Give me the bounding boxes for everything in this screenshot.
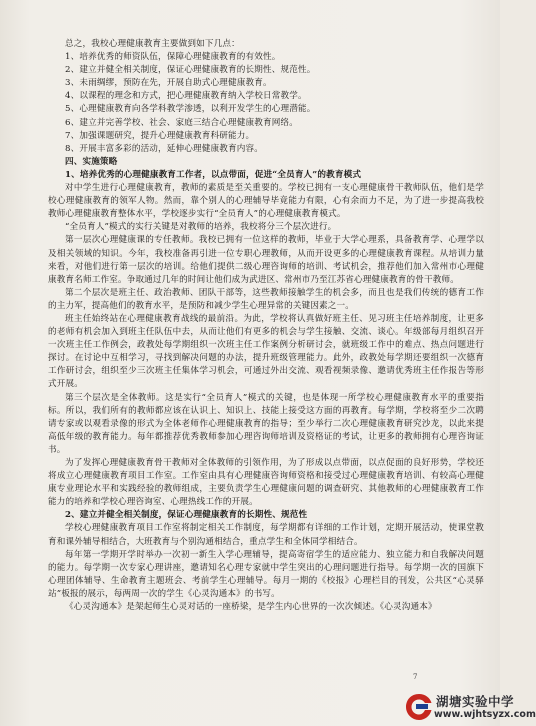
- summary-item: 3、未雨绸缪，预防在先，开展自助式心理健康教育。: [65, 78, 272, 89]
- school-logo-icon: [404, 692, 434, 722]
- body-paragraph: 对中学生进行心理健康教育，教师的素质是至关重要的。学校已拥有一支心理健康骨干教师队伍，他们是学校心理健康教育的领军人物。然而，靠个别人的心理辅导毕竟能力有限，心有余而力不足，为了进一步提高我校教师心理健康教育整体水平，学校逐步实行“全员育人”的心理健康教育模式。: [48, 183, 484, 220]
- summary-item: 4、以课程的理念和方式，把心理健康教育纳入学校日常教学。: [65, 91, 307, 102]
- body-paragraph: 为了发挥心理健康教育骨干教师对全体教师的引领作用，为了形成以点带面，以点促面的良好形势，学校还将成立心理健康教育项目工作室。工作室由具有心理健康咨询师资格和接受过心理健康教育培训、有较高心理健康专业理论水平和实践经验的教师组成，主要负责学生心理健康问题的调查研究、其他教师的心理健康教育工作能力的培养和学校心理咨询室、心理热线工作的开展。: [48, 458, 484, 508]
- page-number: 7: [413, 673, 418, 681]
- document-body: [48, 38, 484, 614]
- summary-item: 2、建立并健全相关制度，保证心理健康教育的长期性、规范性。: [65, 65, 316, 76]
- summary-item: 8、开展丰富多彩的活动，延伸心理健康教育内容。: [65, 143, 263, 154]
- watermark-url: www.wjhtsyzx.com: [434, 709, 536, 720]
- watermark-school-name: 湖塘实验中学: [436, 694, 515, 709]
- subsection-heading: 1、培养优秀的心理健康教育工作者，以点带面，促进“全员育人”的教育模式: [65, 169, 362, 180]
- summary-intro: 总之，我校心理健康教育主要做到如下几点：: [65, 39, 240, 49]
- section-heading: 四、实施策略: [65, 156, 118, 167]
- body-paragraph: 第一层次心理健康课的专任教师。我校已拥有一位这样的教师，毕业于大学心理系，具备教育学、心理学以及相关领域的知识。今年，我校准备再引进一位专职心理教师，从而开设更多的心理健康教育课程。从培训力量来看，对他们进行第一层次的培训。给他们提供二级心理咨询师的培训、考试机会，推荐他们加入常州市心理健康教育名师工作室。争取通过几年的时间让他们成为武进区、常州市乃至江苏省心理健康教育的骨干教师。: [48, 235, 484, 285]
- summary-item: 5、心理健康教育向各学科教学渗透，以利开发学生的心理潜能。: [65, 104, 316, 115]
- body-paragraph: 学校心理健康教育项目工作室将制定相关工作制度，每学期都有详细的工作计划，定期开展活动，使课堂教育和课外辅导相结合，大班教育与个别沟通相结合，重点学生和全体同学相结合。: [48, 523, 484, 547]
- summary-item: 1、培养优秀的师资队伍，保障心理健康教育的有效性。: [65, 52, 281, 63]
- body-paragraph: 班主任始终站在心理健康教育战线的最前沿。为此，学校将认真做好班主任、见习班主任培养制度，让更多的老师有机会加入到班主任队伍中去，从而让他们有更多的机会与学生接触、交流、谈心。年级部每月组织召开一次班主任工作例会，政教处每学期组织一次班主任工作案例分析研讨会，就班级工作中的难点、热点问题进行探讨。在讨论中互相学习，寻找到解决问题的办法，提升班级管理能力。此外，政教处每学期还要组织一次德育工作研讨会，组织至少三次班主任集体学习机会，可通过外出交流、观看视频录像、邀请优秀班主任作报告等形式开展。: [48, 313, 484, 390]
- body-paragraph: 每年第一学期开学时举办一次初一新生入学心理辅导，提高寄宿学生的适应能力、独立能力和自我解决问题的能力。每学期一次专家心理讲座，邀请知名心理专家就中学生突出的心理问题进行指导。每学期一次的国旗下心理团体辅导、生命教育主题班会、考前学生心理辅导。每月一期的《校报》心理栏目的刊发，公共区“心灵驿站”板报的展示，每两周一次的学生《心灵沟通本》的书写。: [48, 549, 484, 599]
- body-paragraph: 第二个层次是班主任、政治教师、团队干部等，这些教师接触学生的机会多，而且也是我们传统的德育工作的主力军，提高他们的教育水平，是预防和减少学生心理异常的关键因素之一。: [48, 287, 484, 311]
- body-paragraph: “全员育人”模式的实行关键是对教师的培养，我校将分三个层次进行。: [65, 222, 337, 233]
- summary-item: 6、建立并完善学校、社会、家庭三结合心理健康教育网络。: [65, 117, 298, 128]
- body-paragraph: 第三个层次是全体教师。这是实行“全员育人”模式的关键，也是体现一所学校心理健康教育水平的重要指标。所以，我们所有的教师都应该在认识上、知识上、技能上接受这方面的再教育。每学期，学校将至少二次聘请专家或以观看录像的形式为全体老师作心理健康教育的指导；至少举行二次心理健康教育研究沙龙，以此来提高低年级的教育能力。每年都推荐优秀教师参加心理咨询师培训及资格证的考试，让更多的教师拥有心理咨询证书。: [48, 392, 484, 455]
- subsection-heading: 2、建立并健全相关制度，保证心理健康教育的长期性、规范性: [65, 510, 308, 521]
- body-paragraph: 《心灵沟通本》是架起师生心灵对话的一座桥梁，是学生内心世界的一次次倾述。《心灵沟通本》: [65, 602, 437, 613]
- summary-item: 7、加强课题研究，提升心理健康教育科研能力。: [65, 130, 255, 141]
- site-watermark: [404, 690, 536, 724]
